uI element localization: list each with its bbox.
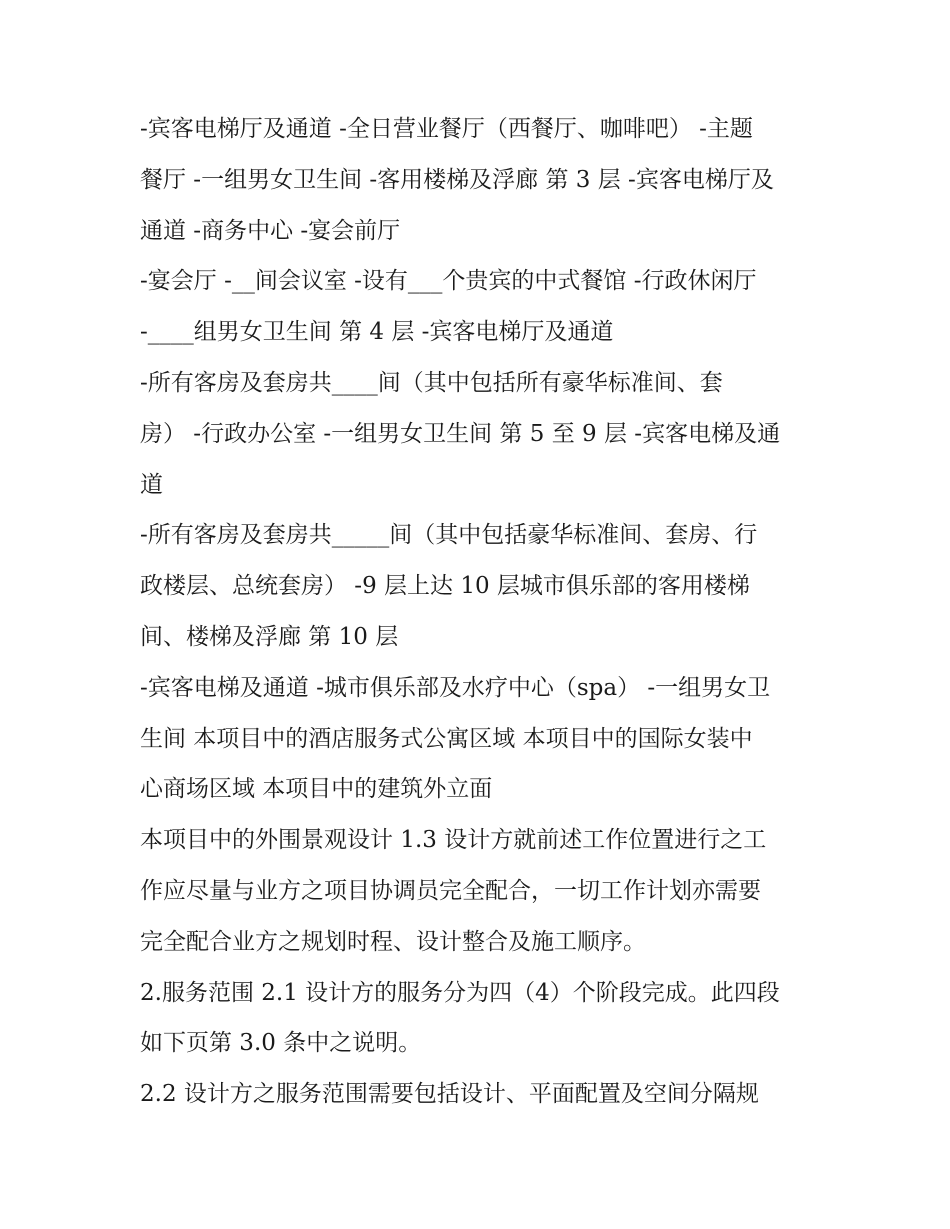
- text-line: 心商场区域 本项目中的建筑外立面: [140, 776, 493, 803]
- text-line: -宴会厅 -__间会议室 -设有___个贵宾的中式餐馆 -行政休闲厅: [140, 268, 757, 295]
- text-line: 生间 本项目中的酒店服务式公寓区域 本项目中的国际女装中: [140, 725, 753, 752]
- text-line: 间、楼梯及浮廊 第 10 层: [140, 623, 399, 650]
- text-line: 通道 -商务中心 -宴会前厅: [140, 217, 401, 244]
- text-line: 作应尽量与业方之项目协调员完全配合，一切工作计划亦需要: [140, 877, 761, 904]
- document-body: [140, 104, 820, 1120]
- text-line: -所有客房及套房共_____间（其中包括豪华标准间、套房、行: [140, 522, 758, 549]
- text-line: -宾客电梯及通道 -城市俱乐部及水疗中心（spa） -一组男女卫: [140, 674, 771, 701]
- text-line: 政楼层、总统套房） -9 层上达 10 层城市俱乐部的客用楼梯: [140, 573, 750, 600]
- text-line: -所有客房及套房共____间（其中包括所有豪华标准间、套: [140, 369, 723, 396]
- text-line: 房） -行政办公室 -一组男女卫生间 第 5 至 9 层 -宾客电梯及通: [140, 420, 781, 447]
- text-line: 如下页第 3.0 条中之说明。: [140, 1030, 422, 1057]
- text-line: -宾客电梯厅及通道 -全日营业餐厅（西餐厅、咖啡吧） -主题: [140, 116, 753, 142]
- text-line: 道: [140, 471, 163, 498]
- text-line: 2.服务范围 2.1 设计方的服务分为四（4）个阶段完成。此四段: [140, 979, 780, 1006]
- text-line: 完全配合业方之规划时程、设计整合及施工顺序。: [140, 928, 646, 955]
- text-line: 本项目中的外围景观设计 1.3 设计方就前述工作位置进行之工: [140, 827, 767, 854]
- text-line: 2.2 设计方之服务范围需要包括设计、平面配置及空间分隔规: [140, 1081, 759, 1108]
- text-line: -____组男女卫生间 第 4 层 -宾客电梯厅及通道: [140, 319, 614, 346]
- text-line: 餐厅 -一组男女卫生间 -客用楼梯及浮廊 第 3 层 -宾客电梯厅及: [140, 166, 774, 193]
